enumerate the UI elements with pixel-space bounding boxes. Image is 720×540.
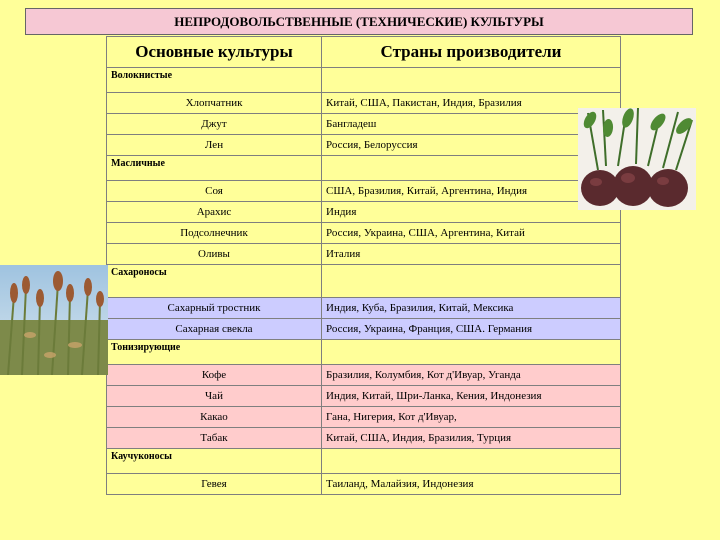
crop-cell: Сахарная свекла: [107, 319, 322, 340]
crop-cell: Сахарный тростник: [107, 298, 322, 319]
category-row: [107, 68, 621, 93]
category-label: Каучуконосы: [107, 449, 322, 474]
countries-cell: Индия: [322, 202, 621, 223]
countries-cell: Россия, Украина, Франция, США. Германия: [322, 319, 621, 340]
category-row: [107, 265, 621, 298]
category-label: Волокнистые: [107, 68, 322, 93]
table-header-row: [107, 37, 621, 68]
countries-cell: Бангладеш: [322, 114, 621, 135]
category-row: [107, 340, 621, 365]
table-row: [107, 93, 621, 114]
table-row: [107, 474, 621, 495]
countries-cell: Китай, США, Пакистан, Индия, Бразилия: [322, 93, 621, 114]
countries-cell: Индия, Китай, Шри-Ланка, Кения, Индонезия: [322, 386, 621, 407]
countries-cell: Гана, Нигерия, Кот д'Ивуар,: [322, 407, 621, 428]
crop-cell: Арахис: [107, 202, 322, 223]
countries-cell: Китай, США, Индия, Бразилия, Турция: [322, 428, 621, 449]
crop-cell: Чай: [107, 386, 322, 407]
countries-cell: Таиланд, Малайзия, Индонезия: [322, 474, 621, 495]
crops-table: [106, 36, 621, 495]
table-row: [107, 298, 621, 319]
table-row: [107, 135, 621, 156]
countries-cell: Бразилия, Колумбия, Кот д'Ивуар, Уганда: [322, 365, 621, 386]
countries-cell: Россия, Белоруссия: [322, 135, 621, 156]
category-row: [107, 156, 621, 181]
table-row: [107, 386, 621, 407]
countries-cell: Италия: [322, 244, 621, 265]
table-row: [107, 114, 621, 135]
header-crops: Основные культуры: [107, 37, 322, 68]
table-row: [107, 244, 621, 265]
crop-cell: Какао: [107, 407, 322, 428]
crop-cell: Кофе: [107, 365, 322, 386]
countries-cell: США, Бразилия, Китай, Аргентина, Индия: [322, 181, 621, 202]
table-row: [107, 181, 621, 202]
beetroot-photo: [578, 108, 696, 210]
page-title: НЕПРОДОВОЛЬСТВЕННЫЕ (ТЕХНИЧЕСКИЕ) КУЛЬТУРЫ: [25, 8, 693, 35]
millet-field-photo: [0, 265, 108, 375]
countries-cell: Россия, Украина, США, Аргентина, Китай: [322, 223, 621, 244]
crop-cell: Гевея: [107, 474, 322, 495]
crop-cell: Джут: [107, 114, 322, 135]
category-label: Сахароносы: [107, 265, 322, 298]
crop-cell: Соя: [107, 181, 322, 202]
crop-cell: Лен: [107, 135, 322, 156]
category-row: [107, 449, 621, 474]
table-row: [107, 202, 621, 223]
countries-cell: Индия, Куба, Бразилия, Китай, Мексика: [322, 298, 621, 319]
category-label: Масличные: [107, 156, 322, 181]
crop-cell: Подсолнечник: [107, 223, 322, 244]
crop-cell: Табак: [107, 428, 322, 449]
crop-cell: Хлопчатник: [107, 93, 322, 114]
table-row: [107, 319, 621, 340]
table-row: [107, 407, 621, 428]
crop-cell: Оливы: [107, 244, 322, 265]
category-label: Тонизирующие: [107, 340, 322, 365]
table-row: [107, 223, 621, 244]
table-row: [107, 428, 621, 449]
table-row: [107, 365, 621, 386]
header-countries: Страны производители: [322, 37, 621, 68]
